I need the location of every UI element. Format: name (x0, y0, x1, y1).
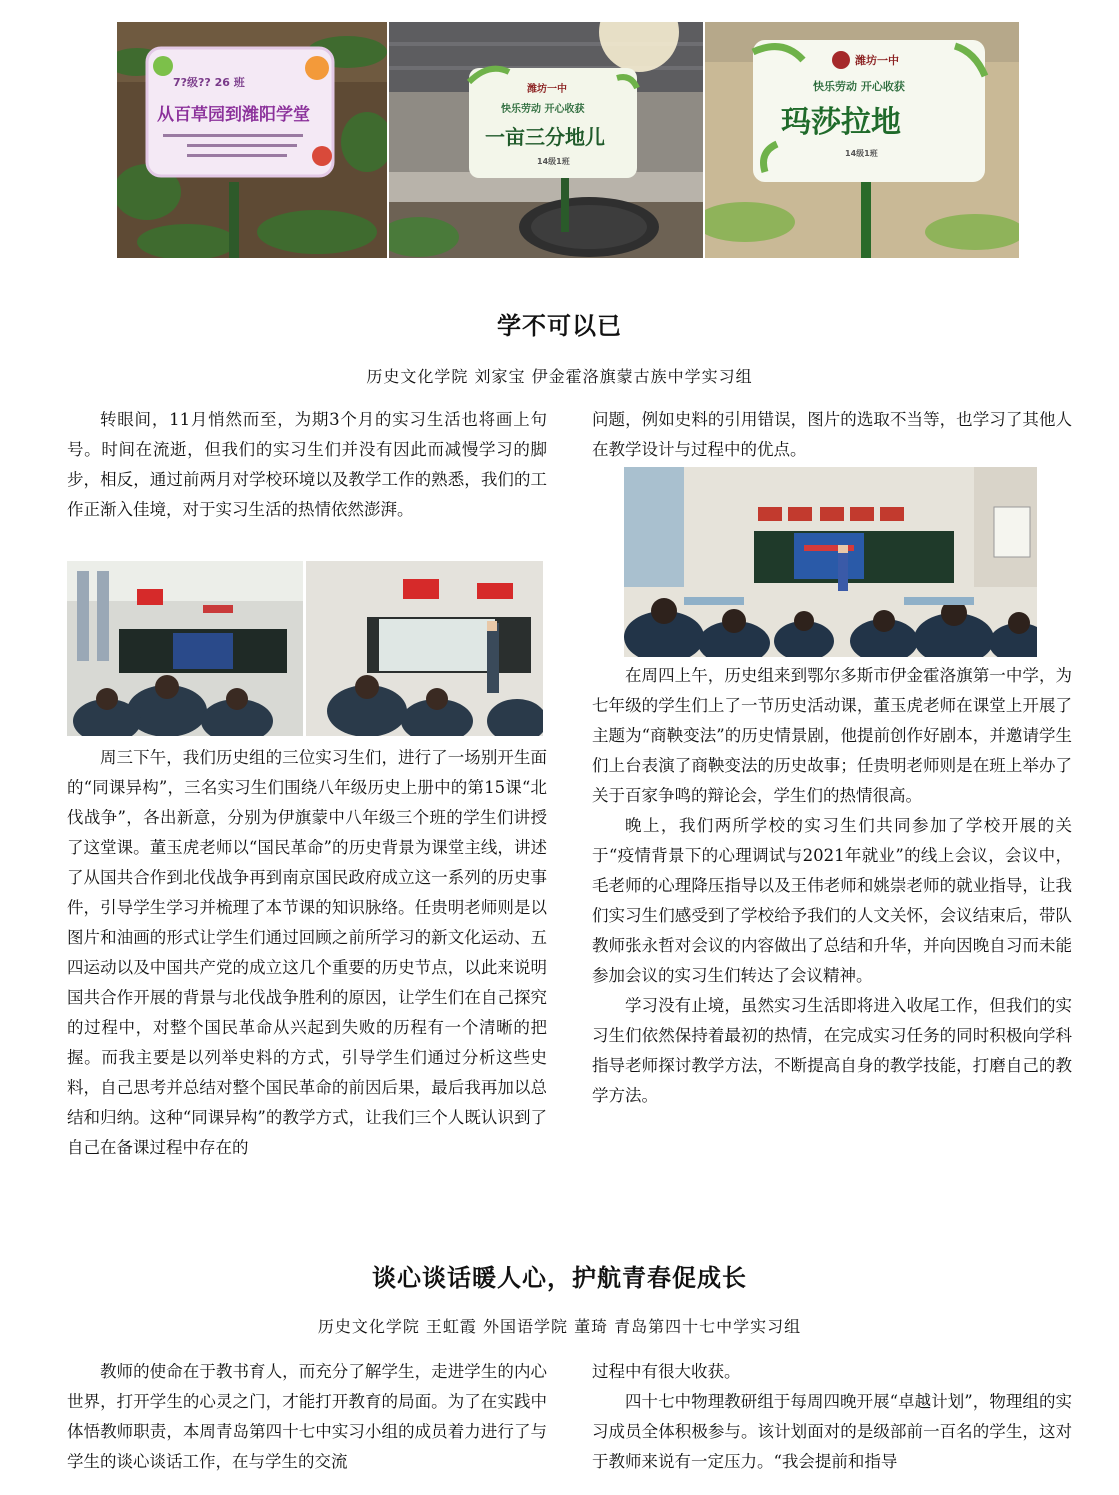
article-1-right-column-bottom (592, 661, 1072, 1111)
article-2-left-column (67, 1357, 547, 1477)
article-1-paragraph-1: 转眼间，11月悄然而至，为期3个月的实习生活也将画上句号。时间在流逝，但我们的实习生们并没有因此而减慢学习的脚步，相反，通过前两月对学校环境以及教学工作的熟悉，我们的工作正渐入佳境，对于实习生活的热情依然澎湃。 (67, 410, 547, 519)
article-1-paragraph-2: 周三下午，我们历史组的三位实习生们，进行了一场别开生面的“同课异构”，三名实习生们围绕八年级历史上册中的第15课“北伐战争”，各出新意，分别为伊旗蒙中八年级三个班的学生们讲授了这堂课。董玉虎老师以“国民革命”的历史背景为课堂主线，讲述了从国共合作到北伐战争再到南京国民政府成立这一系列的历史事件，引导学生学习并梳理了本节课的知识脉络。任贵明老师则是以图片和油画的形式让学生们通过回顾之前所学习的新文化运动、五四运动以及中国共产党的成立这几个重要的历史节点，以此来说明国共合作开展的背景与北伐战争胜利的原因，让学生们在自己探究的过程中，对整个国民革命从兴起到失败的历程有一个清晰的把握。而我主要是以列举史料的方式，引导学生们通过分析这些史料，自己思考并总结对整个国民革命的前因后果，最后我再加以总结和归纳。这种“同课异构”的教学方式，让我们三个人既认识到了自己在备课过程中存在的 (67, 748, 547, 1157)
article-2-right-column (592, 1357, 1072, 1477)
article-2-title: 谈心谈话暖人心，护航青春促成长 (372, 1264, 747, 1292)
garden-sign-photo-2 (389, 22, 703, 258)
article-1-paragraph-2-continued: 问题，例如史料的引用错误，图片的选取不当等，也学习了其他人在教学设计与过程中的优点。 (592, 410, 1072, 459)
classroom-photo-left (67, 561, 543, 736)
article-2-byline: 历史文化学院 王虹霞 外国语学院 董琦 青岛第四十七中学实习组 (317, 1317, 802, 1336)
sign-class-number: 14级1班 (845, 149, 878, 158)
article-1-left-column-top (67, 405, 547, 525)
article-2-paragraph-1: 教师的使命在于教书育人，而充分了解学生，走进学生的内心世界，打开学生的心灵之门，才能打开教育的局面。为了在实践中体悟教师职责，本周青岛第四十七中实习小组的成员着力进行了与学生的谈心谈话工作，在与学生的交流 (67, 1362, 547, 1471)
article-1-paragraph-4: 晚上，我们两所学校的实习生们共同参加了学校开展的关于“疫情背景下的心理调试与2021年就业”的线上会议，会议中，毛老师的心理降压指导以及王伟老师和姚崇老师的就业指导，让我们实习生们感受到了学校给予我们的人文关怀，会议结束后，带队教师张永哲对会议的内容做出了总结和升华，并向因晚自习而未能参加会议的实习生们转达了会议精神。 (592, 816, 1072, 985)
article-1-byline: 历史文化学院 刘家宝 伊金霍洛旗蒙古族中学实习组 (366, 367, 753, 386)
article-1-title: 学不可以已 (497, 312, 622, 340)
sign-title: 一亩三分地儿 (485, 125, 605, 149)
article-1-left-column-bottom (67, 743, 547, 1163)
article-1-right-column-top (592, 405, 1072, 465)
article-1-paragraph-3: 在周四上午，历史组来到鄂尔多斯市伊金霍洛旗第一中学，为七年级的学生们上了一节历史活动课，董玉虎老师在课堂上开展了主题为“商鞅变法”的历史情景剧，他提前创作好剧本，并邀请学生们上台表演了商鞅变法的历史故事；任贵明老师则是在班上举办了关于百家争鸣的辩论会，学生们的热情很高。 (592, 666, 1072, 805)
sign-title: 从百草园到潍阳学堂 (157, 105, 310, 125)
sign-class-number: 14级1班 (537, 157, 570, 166)
article-2-paragraph-2: 四十七中物理教研组于每周四晚开展“卓越计划”，物理组的实习成员全体积极参与。该计划面对的是级部前一百名的学生，这对于教师来说有一定压力。“我会提前和指导 (592, 1392, 1072, 1471)
sign-slogan: 快乐劳动 开心收获 (813, 80, 905, 93)
classroom-photo-right (624, 467, 1037, 657)
article-1-paragraph-5: 学习没有止境，虽然实习生活即将进入收尾工作，但我们的实习生们依然保持着最初的热情，在完成实习任务的同时积极向学科指导老师探讨教学方法，不断提高自身的教学技能，打磨自己的教学方法。 (592, 996, 1072, 1105)
sign-slogan: 快乐劳动 开心收获 (501, 104, 585, 115)
garden-sign-photo-1 (117, 22, 387, 258)
garden-sign-photo-3 (705, 22, 1019, 258)
sign-class-number: 7?级?? 26 班 (173, 76, 245, 89)
school-logo-text: 潍坊一中 (855, 54, 899, 67)
school-logo-text: 潍坊一中 (527, 84, 567, 95)
sign-title: 玛莎拉地 (781, 105, 901, 140)
article-2-paragraph-1-continued: 过程中有很大收获。 (592, 1362, 741, 1381)
